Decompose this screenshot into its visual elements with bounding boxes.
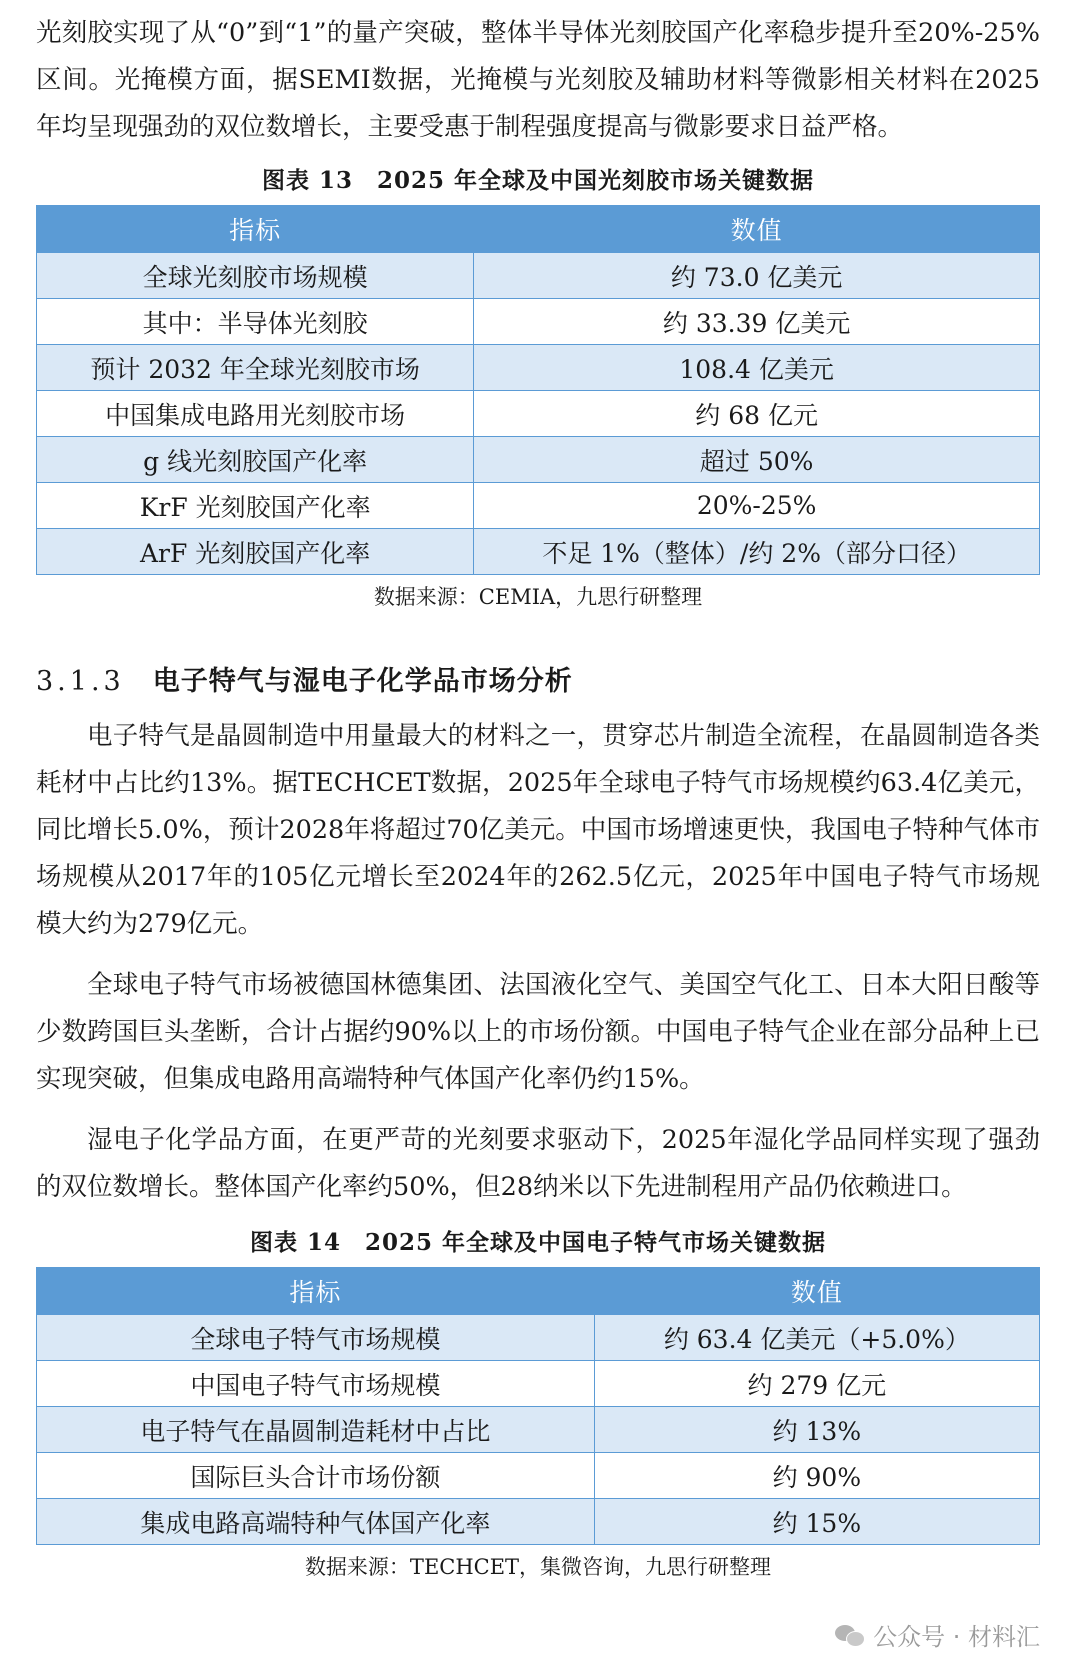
row-value: 约 13% [594, 1407, 1039, 1453]
table13-caption: 图表 13 2025 年全球及中国光刻胶市场关键数据 [261, 167, 815, 194]
wechat-icon [835, 1623, 865, 1647]
row-indicator: 中国电子特气市场规模 [37, 1361, 595, 1407]
row-value: 约 73.0 亿美元 [474, 253, 1040, 299]
row-indicator: g 线光刻胶国产化率 [37, 437, 474, 483]
body-paragraph: 全球电子特气市场被德国林德集团、法国液化空气、美国空气化工、日本大阳日酸等少数跨国巨头垄断，合计占据约90%以上的市场份额。中国电子特气企业在部分品种上已实现突破，但集成电路用高端特种气体国产化率仍约15%。 [36, 970, 1040, 1094]
row-indicator: 电子特气在晶圆制造耗材中占比 [37, 1407, 595, 1453]
row-value: 约 90% [594, 1453, 1039, 1499]
row-value: 不足 1%（整体）/约 2%（部分口径） [474, 529, 1040, 575]
table14 [36, 1267, 1040, 1545]
table-row [37, 1407, 1040, 1453]
table14-source: 数据来源：TECHCET，集微咨询，九思行研整理 [304, 1555, 772, 1579]
table-row [37, 299, 1040, 345]
table-row [37, 391, 1040, 437]
row-indicator: 全球光刻胶市场规模 [37, 253, 474, 299]
row-value: 108.4 亿美元 [474, 345, 1040, 391]
table-row [37, 1315, 1040, 1361]
row-indicator: KrF 光刻胶国产化率 [37, 483, 474, 529]
row-indicator: 中国集成电路用光刻胶市场 [37, 391, 474, 437]
row-value: 约 33.39 亿美元 [474, 299, 1040, 345]
row-indicator: ArF 光刻胶国产化率 [37, 529, 474, 575]
row-value: 约 68 亿元 [474, 391, 1040, 437]
row-value: 约 279 亿元 [594, 1361, 1039, 1407]
body-paragraph: 湿电子化学品方面，在更严苛的光刻要求驱动下，2025年湿化学品同样实现了强劲的双位数增长。整体国产化率约50%，但28纳米以下先进制程用产品仍依赖进口。 [36, 1125, 1040, 1202]
table-row [37, 345, 1040, 391]
section-heading [36, 655, 1040, 709]
watermark [835, 1617, 1040, 1652]
section-number: 3.1.3 [36, 666, 125, 697]
body-paragraph: 电子特气是晶圆制造中用量最大的材料之一，贯穿芯片制造全流程，在晶圆制造各类耗材中占比约13%。据TECHCET数据，2025年全球电子特气市场规模约63.4亿美元，同比增长5.0%，预计2028年将超过70亿美元。中国市场增速更快，我国电子特种气体市场规模从2017年的105亿元增长至2024年的262.5亿元，2025年中国电子特气市场规模大约为279亿元。 [36, 721, 1040, 939]
table-row [37, 1499, 1040, 1545]
watermark-text: 公众号 · 材料汇 [873, 1623, 1040, 1651]
table-row [37, 1453, 1040, 1499]
intro-paragraph: 光刻胶实现了从“0”到“1”的量产突破，整体半导体光刻胶国产化率稳步提升至20%-25%区间。光掩模方面，据SEMI数据，光掩模与光刻胶及辅助材料等微影相关材料在2025年均呈现强劲的双位数增长，主要受惠于制程强度提高与微影要求日益严格。 [36, 18, 1040, 142]
table14-header-row [37, 1268, 1040, 1315]
table-row [37, 437, 1040, 483]
table13-source: 数据来源：CEMIA，九思行研整理 [373, 585, 703, 609]
table13-header-indicator: 指标 [37, 206, 474, 253]
row-indicator: 集成电路高端特种气体国产化率 [37, 1499, 595, 1545]
section-title: 电子特气与湿电子化学品市场分析 [152, 666, 573, 697]
table14-header-value: 数值 [594, 1268, 1039, 1315]
table14-header-indicator: 指标 [37, 1268, 595, 1315]
row-value: 约 63.4 亿美元（+5.0%） [594, 1315, 1039, 1361]
table-row [37, 483, 1040, 529]
table13 [36, 205, 1040, 575]
row-indicator: 其中：半导体光刻胶 [37, 299, 474, 345]
row-value: 约 15% [594, 1499, 1039, 1545]
row-value: 超过 50% [474, 437, 1040, 483]
row-value: 20%-25% [474, 483, 1040, 529]
table13-header-value: 数值 [474, 206, 1040, 253]
table-row [37, 253, 1040, 299]
table-row [37, 529, 1040, 575]
table14-caption: 图表 14 2025 年全球及中国电子特气市场关键数据 [249, 1229, 827, 1256]
row-indicator: 预计 2032 年全球光刻胶市场 [37, 345, 474, 391]
table-row [37, 1361, 1040, 1407]
row-indicator: 全球电子特气市场规模 [37, 1315, 595, 1361]
table13-header-row [37, 206, 1040, 253]
row-indicator: 国际巨头合计市场份额 [37, 1453, 595, 1499]
